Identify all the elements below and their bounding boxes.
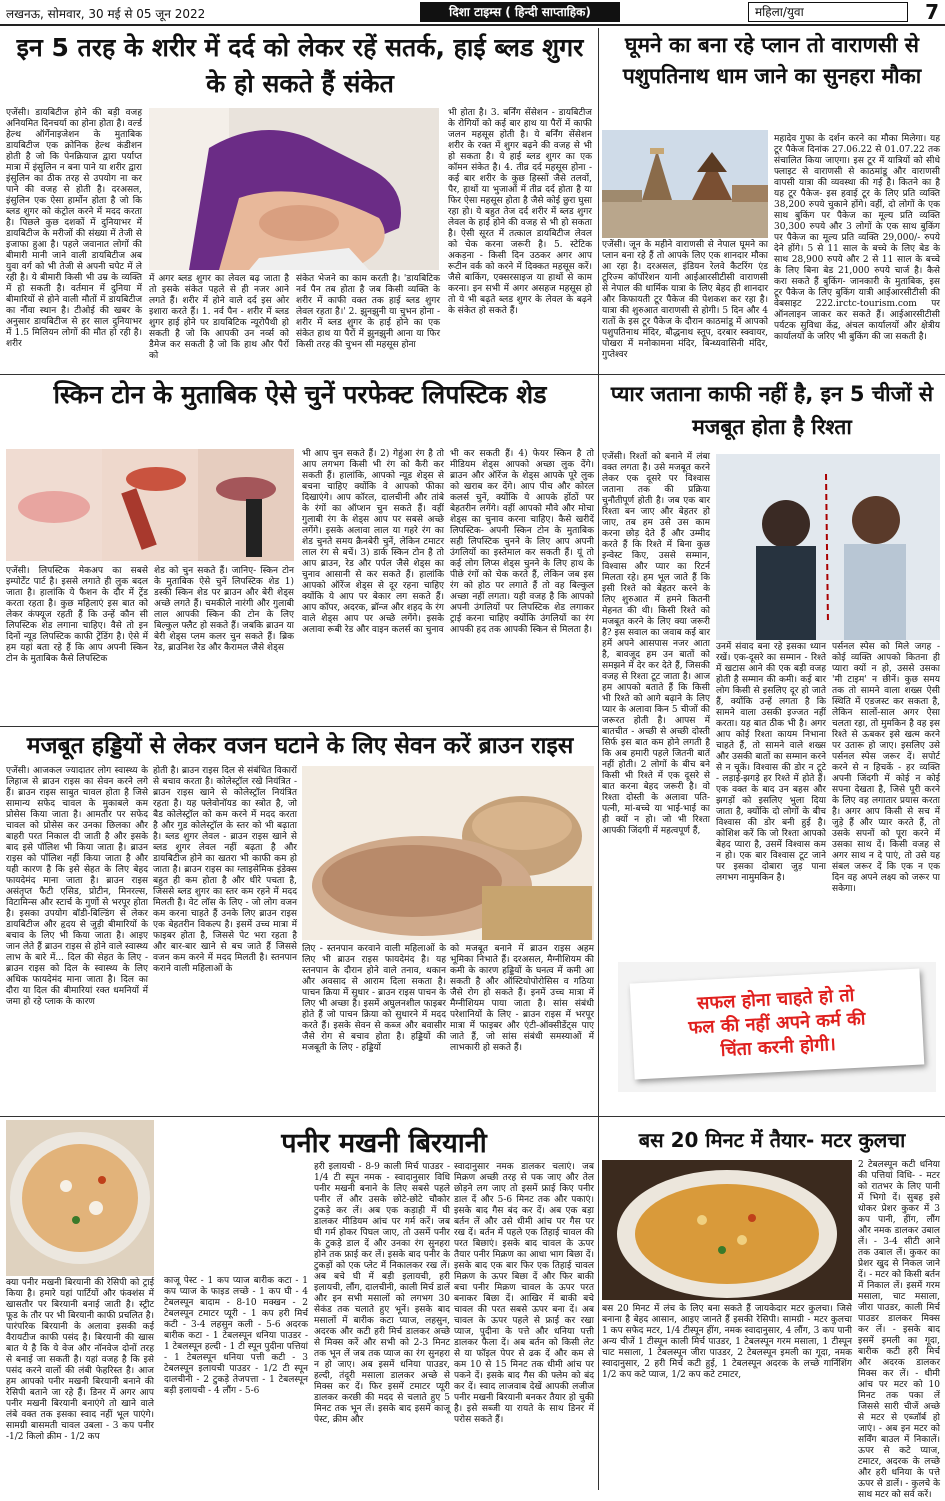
temple-photo (602, 130, 768, 238)
article-body: एजेंसी। डायबिटीज होने की बड़ी वजह अनियमित दिनचर्या का होना होता है। वर्ल्ड हेल्थ ऑर्गेनाइजेशन के मुताबिक डायबिटीज एक क्रोनिक हेल्थ कंडीशन होती है जो कि पेनक्रियाज द्वारा पर्याप्त मात्रा में इंसुलिन न बना पाने या शरीर द्वारा इंसुलिन का ठीक तरह से उपयोग ना कर पाने की वजह से होती है। दरअसल, इंसुलिन एक ऐसा हार्मोन होता है जो कि ब्लड शुगर को कंट्रोल करने में मदद करता है। पिछले कुछ दशकों में दुनियाभर में डायबिटीज के मरीजों की संख्या में तेजी से इजाफा हुआ है। पहले जवानात लोगों की बीमारी मानी जाने वाली डायबिटीज अब युवा वर्ग को भी तेजी से अपनी चपेट में ले रही है। ये बीमारी किसी भी उम्र के व्यक्ति में हो सकती है। वर्तमान में दुनिया में बीमारियों से होने वाली मौतों में डायबिटीज का नौंवा स्थान है। टीओई की खबर के अनुसार डायबिटीज से हर साल दुनियाभर में 1.5 मिलियन लोगों की मौत हो रही है। शरीर (6, 108, 142, 349)
section-label: महिला/युवा (748, 2, 908, 22)
article-body: होती है। ब्राउन राइस दिल से संबंधित विकारों से बचाव करता है। कोलेस्ट्रॉल रखे नियंत्रित - ब्राउन राइस खाने से कोलेस्ट्रॉल नियंत्रित रहता है। यह फ्लेवोनॉयड का स्त्रोत है, जो बैड कोलेस्ट्रॉल को कम करने में मदद करता है और गुड कोलेस्ट्रॉल के स्तर को भी बढ़ाता है। ब्लड शुगर लेवल - ब्राउन राइस खाने से ब्लड शुगर लेवल नहीं बढ़ता है और डायबिटीज होने का खतरा भी काफी कम हो जाता है। ब्राउन राइस का ग्लाइसेमिक इंडेक्स बहुत ही कम होता है और धीरे पचता है, जिससे ब्लड शुगर का स्तर कम रहने में मदद मिलती है। वेट लॉस के लिए - जो लोग वजन कम करना चाहते हैं उनके लिए ब्राउन राइस एक बेहतरीन विकल्प है। इसमें उच्च मात्रा में फाइबर होता है, जिससे पेट भरा रहता है और बार-बार खाने से बच जाते हैं जिससे वजन कम करने में मदद मिलती है। स्तनपान कराने वाली महिलाओं के (153, 766, 297, 974)
quote-card (618, 962, 936, 1092)
article-body: 2 टेबलस्पून कटी धनिया की पत्तियां विधि- - मटर को रातभर के लिए पानी में भिगो दें। सुबह इसे धोकर प्रेशर कुकर में 3 कप पानी, हींग, लौंग और नमक डालकर उबाल लें। - 3-4 सीटी आने तक उबाल लें। कुकर का प्रेशर खुद से निकल जाने दें। - मटर को किसी बर्तन में निकाल लें। इसमें गरम मसाला, चाट मसाला, जीरा पाउडर, काली मिर्च पाउडर डालकर मिक्स कर लें। - इसके बाद इसमें इमली का गूदा, बारीक कटी हरी मिर्च और अदरक डालकर मिक्स कर लें। - धीमी आंच पर मटर को 10 मिनट तक पका लें जिससे सारी चीजें अच्छे से मटर से एब्जॉर्ब हो जाएं। - अब इन मटर को सर्विंग बाउल में निकालें। ऊपर से कटे प्याज, टमाटर, अदरक के लच्छे और हरी धनिया के पत्ते ऊपर से डालें। - कुलचे के साथ मटर को सर्व करें। (858, 1160, 940, 1500)
article-headline: प्यार जताना काफी नहीं है, इन 5 चीजों से मजबूत होता है रिश्ता (610, 382, 934, 439)
article-body: स्वादानुसार नमक डालकर चलाएं। जब मिक्रण अच्छी तरह से पक जाए और तेल छोड़ने लग जाए तो इसमें फ्राई किए पनीर डाल दें और 5-6 मिनट तक और पकाएं। इसके बाद गैस बंद कर दें। अब एक बड़ा बर्तन लें और उसे धीमी आंच पर गैस पर रख दें। बर्तन में पहले एक तिहाई चावल की परत बिछाएं। इसके बाद चावल के ऊपर तैयार पनीर मिक्रण का आधा भाग बिछा दें। इसके बाद एक बार फिर एक तिहाई चावल मिक्रण के ऊपर बिछा दें और फिर बाकी बचा पनीर मिक्रण चावल के ऊपर परत बनाकर बिछा दें। आखिर में बाकी बचे चावल की परत सबसे ऊपर बना दें। अब चावल के ऊपर पहले से फ्राई कर रखा प्याज, पुदीना के पत्ते और धनिया पत्ती डालकर फैला दें। अब बर्तन को किसी लेट से या फॉइल पेपर से ढक दें और कम से कम 10 से 15 मिनट तक धीमी आंच पर पकने दें। इसके बाद गैस की फ्लेम को बंद कर दें। स्वाद लाजवाब देखें आपकी लजीज पनीर मखनी बिरयानी बनकर तैयार हो चुकी है। इसे सब्जी या रायते के साथ डिनर में परोस सकते हैं। (454, 1162, 594, 1425)
leg-pain-photo (149, 108, 439, 270)
article-body: क्या पनीर मखनी बिरयानी की रेसिपी को ट्राई किया है। हमारे यहां पार्टियों और फंक्शंस में खासतौर पर बिरयानी बनाई जाती है। स्ट्रीट फूड के तौर पर भी बिरयानी काफी प्रचलित है। पारंपरिक बिरयानी के अलावा इसकी कई वैरायटीज काफी पसंद है। बिरयानी की खास बात ये है कि ये वेज और नॉनवेज दोनों तरह से बनाई जा सकती है। यहां वजह है कि इसे पसंद करने वालों की लंबी फेहरिस्त है। आज हम आपको पनीर मखनी बिरयानी बनाने की रेसिपी बताने जा रहे हैं। डिनर में अगर आप पनीर मखनी बिरयानी बनाएंगे तो खाने वाले लंबे वक्त तक इसका स्वाद नहीं भूल पाएंगे। सामग्री बासमती चावल उबला - 3 कप पनीर -1/2 किलो क्रीम - 1/2 कप (6, 1278, 154, 1442)
article-body: शेड को चुन सकते हैं। जानिए- स्किन टोन के मुताबिक ऐसे चुनें लिपस्टिक शेड 1) डस्की स्किन शेड पर ब्राउन और बेरी शेड्स अच्छे लगते हैं। चमकीले नारंगी और गुलाबी लाल आपकी स्किन की टोन के लिए बिल्कुल फ्लैट हो सकते हैं। जबकि ब्राउन या बेरी शेड्स प्लम कलर चुन सकते हैं। ब्रिक रेड, ब्राउनिश रेड और कैरामल जैसे शेड्स (154, 566, 294, 653)
article-body: उनमें संवाद बना रहे इसका ध्यान रखें। एक-दूसरे का सम्मान - रिश्ते में खटास आने की एक बड़ी वजह होती है सम्मान की कमी। कई बार लोग किसी से इसलिए दूर हो जाते हैं, क्योंकि उन्हें लगता है कि सामने वाला उसकी इज्जत नहीं करता। यह बात ठीक भी है। अगर आप कोई रिश्ता कायम निभाना चाहते हैं, तो सामने वाले शख्स और उसकी बातों का सम्मान करने से न चूकें। विश्वास की डोर न टूटे - लड़ाई-झगड़े हर रिश्ते में होते हैं। एक वक्त के बाद उन बहस और झगड़ों को इसलिए भुला दिया जाता है, क्योंकि दो लोगों के बीच विश्वास की डोर बनी हुई है। कोशिश करें कि जो रिश्ता आपको बेहद प्यारा है, उसमें विश्वास कम न हो। एक बार विश्वास टूट जाने पर इसका दोबारा जुड़ पाना लगभग नामुमकिन है। (716, 642, 826, 883)
section-divider (0, 1116, 945, 1117)
article-body: एजेंसी। लिपस्टिक मेकअप का सबसे इम्पोर्टेंट पार्ट है। इससे लगाते ही लुक बदल जाता है। हालांकि ये फैशन के दौर में ट्रेंड करता रहता है। कुछ महिलाएं इस बात को लेकर कंफ्यूज रहती हैं कि उन्हें कौन सी लिपस्टिक शेड लगाना चाहिए। वैसे तो इन दिनों न्यूड लिपस्टिक काफी ट्रेंडिंग है। ऐसे में हम यहां बता रहे हैं कि आप अपनी स्किन टोन के मुताबिक कैसे लिपस्टिक (6, 566, 148, 664)
article-body: भी कर सकती हैं। 4) फेयर स्किन है तो मीडियम शेड्स आपको अच्छा लुक देंगे। ब्राउन और ऑरेंज के शेड्स आपके पूरे लुक को खराब कर देंगे। आप पीच और कोरल कलर्स चुनें, क्योंकि ये आपके होंठों पर बेहतरीन लगेंगे। वहीं आपको मौवे और मोचा शेड्स का चुनाव करना चाहिए। कैसे खरीदें लिपस्टिक- अपनी स्किन टोन के मुताबिक सही लिपस्टिक चुनने के लिए आप अपनी उंगलियों का इस्तेमाल कर सकती हैं। यूं तो कई लोग लिप्स शेड्स चुनने के लिए हाथ के पीछे रंगों को चेक करते हैं, लेकिन जब इस रंग को होठ पर लगाते हैं तो वह बिल्कुल अच्छा नहीं लगता। यही वजह है कि आपको अपनी उंगलियों पर लिपस्टिक शेड लगाकर ट्राई करना चाहिए क्योंकि उंगलियों का रंग आपकी हद तक आपकी स्किन से मिलता है। (450, 449, 594, 635)
brown-rice-photo (302, 766, 594, 940)
article-headline: इन 5 तरह के शरीर में दर्द को लेकर रहें सतर्क, हाई ब्लड शुगर के हो सकते हैं संकेत (16, 33, 584, 98)
article-headline: बस 20 मिनट में तैयार- मटर कुलचा (638, 1128, 906, 1152)
article-body: को मजबूत बनाने में ब्राउन राइस अहम भूमिका निभाते हैं। दरअसल, मैग्नीशियम की कमी के कारण हड्डियों के घनत्व में कमी आ सकती है और ऑस्टियोपोरोसिस व गठिया जैसे रोग हो सकते हैं। इनमें उच्च मात्रा में मैग्नीशियम पाया जाता है। सांस संबंधी परेशानियों के लिए - ब्राउन राइस में भरपूर मात्रा में फाइबर और एंटी-ऑक्सीडेंट्स पाए जाते हैं, जो सांस संबंधी समस्याओं में लाभकारी हो सकते हैं। (450, 944, 594, 1053)
edition-date: लखनऊ, सोमवार, 30 मई से 05 जून 2022 (6, 7, 206, 21)
article-body: एजेंसी। आजकल ज्यादातर लोग स्वास्थ्य के लिहाज से ब्राउन राइस का सेवन करने लगे हैं। ब्राउन राइस साबुत चावल होता है जिसे सामान्य सफेद चावल के मुकाबले कम प्रोसेस किया जाता है। आमतौर पर सफेद चावल को प्रोसेस कर उनका छिलका और बाहरी परत निकाल दी जाती है और इसके बाद इसे पॉलिश भी किया जाता है। ब्राउन राइस को पॉलिश नहीं किया जाता है और यही कारण है कि इसे सेहत के लिए बेहद फायदेमंद माना जाता है। ब्राउन राइस असंतृप्त फैटी एसिड, प्रोटीन, मिनरल्स, विटामिन्स और स्टार्च के गुणों से भरपूर होता है। इसका उपयोग बॉडी-बिल्डिंग से लेकर डायबिटीज और हृदय से जुड़ी बीमारियों के बचाव के लिए भी किया जाता है। आइए जान लेते हैं ब्राउन राइस से होने वाले स्वास्थ्य लाभ के बारे में... दिल की सेहत के लिए - ब्राउन राइस को दिल के स्वास्थ्य के लिए अधिक फायदेमंद माना जाता है। दिल का दौरा या दिल की बीमारियां रक्त धमनियों में जमा हो रहे प्लाक के कारण (6, 766, 148, 1007)
matar-kulcha-photo (602, 1160, 852, 1300)
article-body: पर्सनल स्पेस को मिले जगह - कोई व्यक्ति आपको कितना ही प्यारा क्यों न हो, उससे उसका 'मी टाइम' न छीनें। कुछ समय तक तो सामने वाला शख्स ऐसी स्थिति में एडजस्ट कर सकता है, लेकिन सालों-साल अगर ऐसा चलता रहा, तो मुमकिन है वह इस रिश्ते से ऊबकर इसे खत्म करने पर उतारू हो जाए। इसलिए उसे पर्सनल स्पेस जरूर दें। सपोर्ट करने से न हिचकें - हर व्यक्ति अपनी जिंदगी में कोई न कोई सपना देखता है, जिसे पूरी करने के लिए वह लगातार प्रयास करता है। अगर आप किसी से सच में जुड़े हैं और प्यार करते हैं, तो उसके सपनों को पूरा करने में उसका साथ दें। किसी वजह से अगर साथ न दे पाएं, तो उसे यह संबल जरूर दें कि एक न एक दिन वह अपने लक्ष्य को जरूर पा सकेगा। (832, 642, 940, 894)
article-headline: घूमने का बना रहे प्लान तो वाराणसी से पशुपतिनाथ धाम जाने का सुनहरा मौका (622, 33, 922, 88)
section-divider (0, 374, 945, 375)
page-number: 7 (925, 0, 939, 24)
article-body: एजेंसी। रिश्तों को बनाने में लंबा वक्त लगता है। उसे मजबूत करने लेकर एक दूसरे पर विश्वास जताना तक की प्रक्रिया चुनौतीपूर्ण होती है। जब एक बार रिश्ता बन जाए और बेहतर हो जाए, तब हम उसे उस काम करना छोड़ देते हैं और उम्मीद करते हैं कि रिश्ते में बिना कुछ इन्वेस्ट किए, उससे सम्मान, विश्वास और प्यार का रिटर्न मिलता रहे। हम भूल जाते हैं कि इसी रिश्ते को बेहतर करने के लिए शुरुआत में हमने कितनी मेहनत की थी। किसी रिश्ते को मजबूत करने के लिए क्या जरूरी है? इस सवाल का जवाब कई बार हमें अपने आसपास नजर आता है, बावजूद हम उन बातों को समझने में देर कर देते हैं, जिसकी वजह से रिश्ता टूट जाता है। आज हम आपको बताते हैं कि किसी भी रिश्ते को आगे बढ़ाने के लिए प्यार के अलावा किन 5 चीजों की जरूरत होती है। आपस में बातचीत - अच्छी से अच्छी दोस्ती सिर्फ इस बात कम होने लगती है कि अब हमारी पहले जितनी बातें नहीं होती। 2 लोगों के बीच बने किसी भी रिश्ते में एक दूसरे से बात करना बेहद जरूरी है। वो रिश्ता दोस्ती के अलावा पति-पत्नी, मां-बच्चे या भाई-भाई का ही क्यों न हो। जो भी रिश्ता आपकी जिंदगी में महत्वपूर्ण हैं, (602, 452, 710, 836)
quote-line: फल की नहीं अपने कर्म की (687, 1008, 866, 1039)
section-divider (0, 726, 598, 727)
article-body: हरी इलायची - 8-9 काली मिर्च पाउडर - 1/4 टी स्पून नमक - स्वादानुसार विधि पनीर मखनी बनाने के लिए सबसे पहले पनीर लें और उसके छोटे-छोटे चौकोर टुकड़े कर लें। अब एक कड़ाही में घी डालकर मीडियम आंच पर गर्म करें। जब घी गर्म होकर पिघल जाए, तो उसमें पनीर के टुकड़े डाल दें और उनका रंग सुनहरा होने तक फ्राई कर लें। इसके बाद पनीर के टुकड़ों को एक प्लेट में निकालकर रख लें। अब बचे घी में बड़ी इलायची, हरी इलायची, लौंग, दालचीनी, काली मिर्च डालें और इन सभी मसालों को लगभग 30 सेकंड तक चलाते हुए भूनें। इसके बाद मसालों में बारीक कटा प्याज, लहसुन, अदरक और कटी हरी मिर्च डालकर अच्छे से मिक्स करें और सभी को 2-3 मिनट तक भून लें जब तक प्याज का रंग सुनहरा न हो जाए। अब इसमें धनिया पाउडर, हल्दी, तंदूरी मसाला डालकर अच्छे से मिक्स कर दें। फिर इसमें टमाटर प्यूरी डालकर करछी की मदद से चलाते हुए 5 मिनट तक भून लें। इसके बाद इसमें काजू पेस्ट, क्रीम और (314, 1162, 450, 1425)
quote-line: चिंता करनी होगी। (720, 1033, 837, 1061)
article-body: बस 20 मिनट में लंच के लिए बना सकते हैं जायकेदार मटर कुलचा। जिसे बनाना है बेहद आसान, आइए जानते हैं इसकी रेसिपी। सामग्री - मटर कुलचा 1 कप सफेद मटर, 1/4 टीस्पून हींग, नमक स्वादानुसार, 4 लौंग, 3 कप पानी अन्य चीजें 1 टीस्पून काली मिर्च पाउडर, 1 टेबलस्पून गरम मसाला, 1 टीस्पून चाट मसाला, 1 टेबलस्पून जीरा पाउडर, 2 टेबलस्पून इमली का गूदा, नमक स्वादानुसार, 2 हरी मिर्च कटी हुई, 1 टेबलस्पून अदरक के लच्छे गार्निशिंग 1/2 कप कटे प्याज, 1/2 कप कटे टमाटर, (602, 1304, 852, 1380)
article-body-continued (602, 642, 710, 962)
couple-photo (716, 454, 940, 640)
quote-line: सफल होना चाहते हो तो (696, 984, 855, 1015)
article-body: भी होता है। 3. बर्निंग सेंसेशन - डायबिटीज के रोगियों को कई बार हाथ या पैरों में काफी जलन महसूस होती है। ये बर्निंग सेंसेशन शरीर के रक्त में शुगर बढ़ने की वजह से भी हो सकता है। ये हाई ब्लड शुगर का एक कॉमन संकेत है। 4. तीव्र दर्द महसूस होना - कई बार शरीर के कुछ हिस्सों जैसे तलवों, पैर, हाथों या भुजाओं में तीव्र दर्द होता है या फिर ऐसा महसूस होता है जैसे कोई छुरा घुसा रहा हो। ये बहुत तेज दर्द शरीर में ब्लड शुगर लेवल के हाई होने की वजह से भी हो सकता है। ऐसी सूरत में तत्काल डायबिटीज लेवल को चेक करना जरूरी है। 5. स्टेटिक अकड़ना - किसी दिन उठकर अगर आप रूटीन वर्क को करने में दिक्कत महसूस करें। जैसे बाकिंग, एक्सरसाइज या हाथों से काम करना। इन सभी में अगर असहज महसूस हो तो ये भी बढ़ते ब्लड शुगर के लेवल के बढ़ने के संकेत हो सकते हैं। (448, 108, 592, 316)
article-body: एजेंसी। जून के महीने वाराणसी से नेपाल घूमने का प्लान बना रहे हैं तो आपके लिए एक शानदार मौका आ रहा है। दरअसल, इंडियन रेलवे कैटरिंग एंड टूरिज्म कॉर्पोरेशन यानी आईआरसीटीसी वाराणसी से नेपाल की धार्मिक यात्रा के लिए बेहद ही शानदार और किफायती टूर पैकेज की पेशकश कर रहा है। यात्रा की शुरुआत वाराणसी से होगी। 5 दिन और 4 रातों के इस टूर पैकेज के दौरान काठमांडू में आपको पशुपतिनाथ मंदिर, बौद्धनाथ स्तूप, दरबार स्क्वायर, पोखरा में मनोकामना मंदिर, बिन्ध्यवासिनी मंदिर, गुप्तेश्वर (602, 240, 768, 360)
masthead: दिशा टाइम्स ( हिन्दी साप्ताहिक) (420, 2, 620, 22)
page-header (0, 0, 945, 26)
column-divider (598, 28, 599, 1490)
article-body: में अगर ब्लड शुगर का लेवल बढ़ जाता है तो इसके संकेत पहले से ही नजर आने लगते हैं। शरीर में होने वाले दर्द इस ओर इशारा करते हैं। 1. नर्व पैन - शरीर में ब्लड शुगर हाई होने पर डायबिटिक न्यूरोपैथी हो सकती है जो कि आपकी उन नर्व्स को डैमेज कर सकती है जो कि हाथ और पैरों को (149, 274, 289, 361)
article-body: संकेत भेजने का काम करती है। 'डायबिटिक नर्व पैन तब होता है जब किसी व्यक्ति के शरीर में काफी वक्त तक हाई ब्लड शुगर लेवल रहता है।' 2. झुनझुनी या चुभन होना - शरीर में ब्लड शुगर के हाई होने का एक संकेत हाथ या पैरों में झुनझुनी आना या फिर किसी तरह की चुभन सी महसूस होना (296, 274, 440, 350)
article-body: महादेव गुफा के दर्शन करने का मौका मिलेगा। यह टूर पैकेज दिनांक 27.06.22 से 01.07.22 तक संचालित किया जाएगा। इस टूर में यात्रियों को सीधे फ्लाइट से वाराणसी से काठमांडू और वाराणसी वापसी यात्रा की व्यवस्था की गई है। कितने का है यह टूर पैकेज- इस हवाई टूर के लिए प्रति व्यक्ति 38,200 रुपये चुकाने होंगे। वहीं, दो लोगों के एक साथ बुकिंग पर पैकेज का मूल्य प्रति व्यक्ति 30,300 रुपये और 3 लोगों के एक साथ बुकिंग पर पैकेज का मूल्य प्रति व्यक्ति 29,000/- रुपये देने होंगे। 5 से 11 साल के बच्चे के लिए बेड के साथ 28,900 रुपये और 2 से 11 साल के बच्चे के लिए बिना बेड 21,000 रुपये चार्ज है। कैसे करा सकते हैं बुकिंग- जानकारी के मुताबिक, इस टूर पैकेज के लिए बुकिंग यात्री आईआरसीटीसी की वेबसाइट 222.irctc-tourism.com पर ऑनलाइन जाकर कर सकते हैं। आईआरसीटीसी पर्यटक सुविधा केंद्र, अंचल कार्यालयों और क्षेत्रीय कार्यालयों के जरिए भी बुकिंग की जा सकती है। (774, 134, 940, 342)
article-headline: मजबूत हड्डियों से लेकर वजन घटाने के लिए सेवन करें ब्राउन राइस (26, 733, 574, 759)
quote-text (630, 968, 925, 1079)
article-headline: स्किन टोन के मुताबिक ऐसे चुनें परफेक्ट लिपस्टिक शेड (53, 380, 547, 409)
biryani-photo (6, 1120, 154, 1276)
lipstick-photo (6, 449, 294, 561)
ingredients-list: काजू पेस्ट - 1 कप प्याज बारीक कटा - 1 कप प्याज के फाइड लच्छे - 1 कप घी - 4 टेबलस्पून बादाम - 8-10 मक्खन - 2 टेबलस्पून टमाटर प्यूरी - 1 कप हरी मिर्च कटी - 3-4 लहसुन कली - 5-6 अदरक बारीक कटा - 1 टेबलस्पून धनिया पाउडर - 1 टेबलस्पून हल्दी - 1 टी स्पून पुदीना पत्तियां - 1 टेबलस्पून धनिया पत्ती कटी - 3 टेबलस्पून इलायची पाउडर - 1/2 टी स्पून दालचीनी - 2 टुकड़े तेजपत्ता - 1 टेबलस्पून बड़ी इलायची - 4 लौंग - 5-6 (164, 1276, 308, 1396)
article-headline: पनीर मखनी बिरयानी (281, 1128, 487, 1159)
article-body: लिए - स्तनपान करवाने वाली महिलाओं के लिए भी ब्राउन राइस फायदेमंद है। यह स्तनपान के दौरान होने वाले तनाव, थकान और अवसाद से आराम दिला सकता है। पाचन क्रिया में सुधार - ब्राउन राइस पाचन के लिए भी अच्छा है। इसमें अघुलनशील फाइबर होते हैं जो पाचन क्रिया को सुधारने में मदद करते हैं। इसके सेवन से कब्ज और बवासीर जैसे रोग से बचाव होता है। हड्डियों की मजबूती के लिए - हड्डियों (302, 944, 446, 1053)
article-body: भी आप चुन सकते हैं। 2) गेहुंआ रंग है तो आप लगभग किसी भी रंग को कैरी कर सकती हैं। हालांकि, आपको न्यूड शेड्स से बचना चाहिए क्योंकि वे आपको फीका दिखाएंगे। आप कॉरल, दालचीनी और तांबे के रंगों का ऑप्शन चुन सकते हैं। वहीं गुलाबी रंग के शेड्स आप पर सबसे अच्छे लगेंगे। इसके अलावा लाल या गहरे रंग का शेड चुनते समय क्रैनबेरी चुनें, लेकिन टमाटर लाल रंग से बचें। 3) डार्क स्किन टोन है तो आप ब्राउन, रेड और पर्पल जैसे शेड्स का चुनाव आसानी से कर सकते हैं। हालांकि आपको ऑरेंज शेड्स से दूर रहना चाहिए क्योंकि ये आप पर बेकार लग सकते हैं। आप कॉपर, अदरक, ब्रॉन्ज और शहद के रंग वाले शेड्स आप पर अच्छे लगेंगे। इसके अलावा रूबी रेड और वाइन कलर्स का चुनाव (302, 449, 444, 635)
